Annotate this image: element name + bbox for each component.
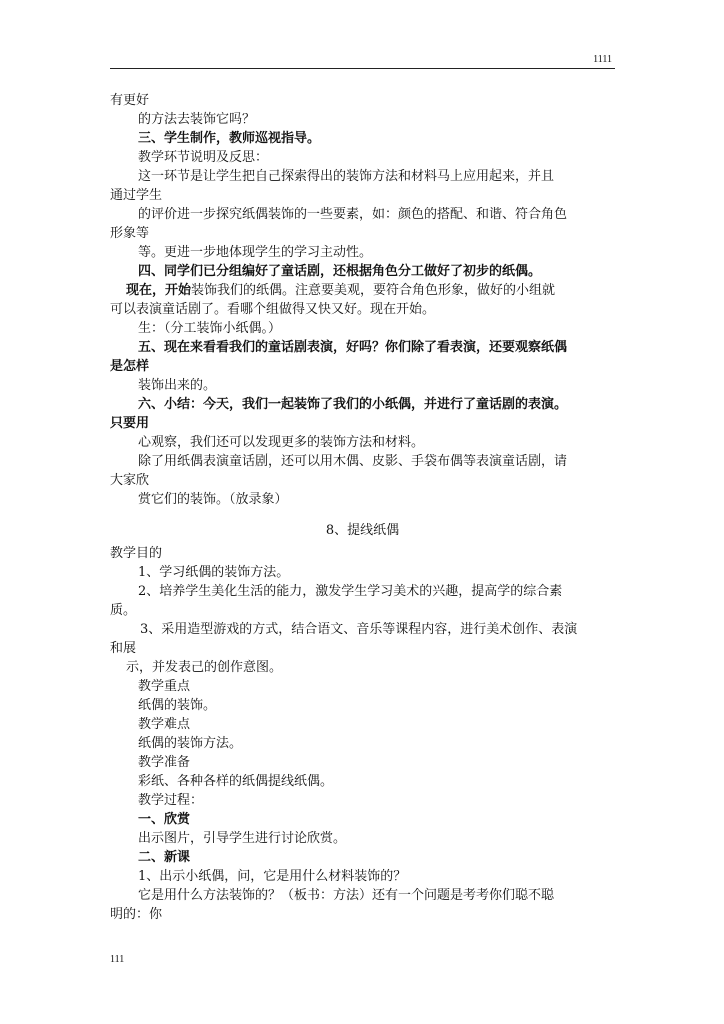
text-line: 可以表演童话剧了。看哪个组做得又快又好。现在开始。: [110, 302, 436, 317]
text-line: 的评价进一步探究纸偶装饰的一些要素，如：颜色的搭配、和谐、符合角色: [138, 207, 568, 222]
text-line: 明的：你: [110, 907, 163, 922]
text-line: 质。: [110, 603, 137, 618]
text-line: 这一环节是让学生把自己探索得出的装饰方法和材料马上应用起来，并且: [138, 169, 555, 184]
text-line: 它是用什么方法装饰的？（板书：方法）还有一个问题是考考你们聪不聪: [138, 888, 555, 903]
text-line: 除了用纸偶表演童话剧，还可以用木偶、皮影、手袋布偶等表演童话剧，请: [138, 454, 568, 469]
section-heading: 只要用: [110, 416, 150, 431]
section-heading: 五、现在来看看我们的童话剧表演，好吗？你们除了看表演，还要观察纸偶: [138, 340, 568, 355]
text-line: 彩纸、各种各样的纸偶提线纸偶。: [138, 774, 334, 789]
text-line: 纸偶的装饰。: [138, 698, 217, 713]
text-line: 教学难点: [138, 717, 191, 732]
text-line: 心观察，我们还可以发现更多的装饰方法和材料。: [138, 435, 425, 450]
section-heading: 四、同学们已分组编好了童话剧，还根据角色分工做好了初步的纸偶。: [138, 264, 542, 279]
text-run: 装饰我们的纸偶。注意要美观，要符合角色形象，做好的小组就: [191, 283, 556, 298]
text-line: 出示图片，引导学生进行讨论欣赏。: [138, 831, 347, 846]
text-line: 大家欣: [110, 473, 150, 488]
text-line: 赏它们的装饰。（放录象）: [138, 492, 288, 507]
text-line: 教学环节说明及反思：: [138, 150, 269, 165]
text-line: 的方法去装饰它吗？: [138, 112, 256, 127]
header-rule: [110, 68, 615, 69]
section-heading: 六、小结：今天，我们一起装饰了我们的小纸偶，并进行了童话剧的表演。: [138, 397, 568, 412]
text-line: 示，并发表己的创作意图。: [126, 660, 283, 675]
text-line: 形象等: [110, 226, 150, 241]
text-line: [110, 281, 615, 300]
text-line: 教学重点: [138, 679, 191, 694]
document-body: [110, 91, 615, 924]
bold-lead: 现在，开始: [126, 283, 192, 298]
text-line: 通过学生: [110, 188, 163, 203]
text-line: 有更好: [110, 93, 150, 108]
text-line: 装饰出来的。: [138, 378, 217, 393]
text-line: 3、采用造型游戏的方式，结合语文、音乐等课程内容，进行美术创作、表演: [140, 622, 578, 637]
text-line: 1、学习纸偶的装饰方法。: [138, 565, 290, 580]
text-line: 和展: [110, 641, 137, 656]
lesson-title: 8、提线纸偶: [325, 523, 400, 538]
text-line: 2、培养学生美化生活的能力，激发学生学习美术的兴趣，提高学的综合素: [138, 584, 563, 599]
section-heading: 二、新课: [138, 850, 191, 865]
section-heading: 三、学生制作，教师巡视指导。: [138, 131, 321, 146]
text-line: 教学过程：: [138, 793, 204, 808]
header-page-number: 1111: [593, 54, 612, 65]
section-heading: 是怎样: [110, 359, 150, 374]
text-line: 1、出示小纸偶，问，它是用什么材料装饰的？: [138, 869, 407, 884]
text-line: 教学准备: [138, 755, 191, 770]
footer-page-number: 111: [110, 954, 125, 965]
section-heading: 一、欣赏: [138, 812, 191, 827]
text-line: 纸偶的装饰方法。: [138, 736, 243, 751]
text-line: 等。更进一步地体现学生的学习主动性。: [138, 245, 373, 260]
text-line: 教学目的: [110, 546, 163, 561]
text-line: 生：（分工装饰小纸偶。）: [138, 321, 282, 336]
